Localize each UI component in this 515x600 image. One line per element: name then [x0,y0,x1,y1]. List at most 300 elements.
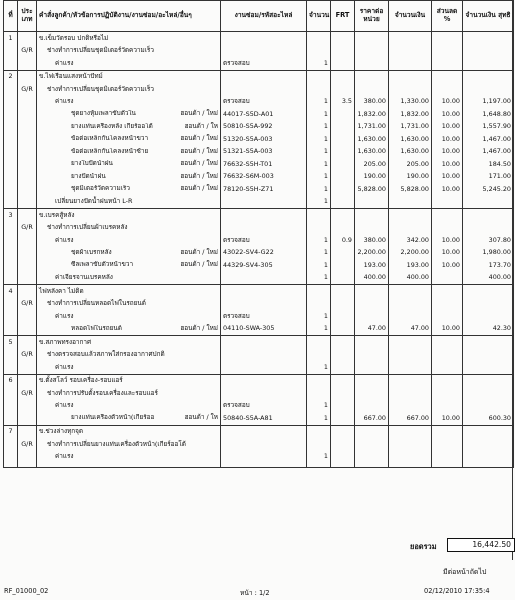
row-description [37,121,221,134]
frt [331,298,355,311]
unit-price [355,310,389,323]
part-name: ข้อต่อเหล็กกันโคลงหน้าขวา [71,135,149,142]
quantity: 1 [307,361,331,374]
part-name: ยางปัดน้ำฝน [71,172,106,180]
frt [331,133,355,146]
part-code: ตรวจสอบ [221,400,307,413]
row-type [18,133,37,146]
row-type [18,259,37,272]
section-header-row [4,70,514,83]
amount [389,438,432,451]
table-row [4,196,514,209]
empty-cell [463,374,514,387]
continued-note: มีต่อหน้าถัดไป [443,568,487,576]
quantity [307,438,331,451]
unit-price: 1,832.00 [355,108,389,121]
empty-cell [307,285,331,298]
part-code [221,387,307,400]
part-code: 51321-S5A-003 [221,146,307,159]
empty-cell [389,70,432,83]
row-type [18,158,37,171]
row-description: ช่างตรวจสอบแล้วสภาพใส่กรองอากาศปกติ [37,349,221,362]
empty-cell [355,32,389,45]
row-number [4,272,18,285]
row-type: G/R [18,438,37,451]
total-label: ยอดรวม [410,542,437,551]
row-type [18,336,37,349]
empty-cell [389,285,432,298]
part-code: 50810-S5A-992 [221,121,307,134]
section-header-row [4,209,514,222]
amount: 193.00 [389,259,432,272]
quantity: 1 [307,323,331,336]
frt [331,438,355,451]
amount [389,57,432,70]
part-code: 44017-S5D-A01 [221,108,307,121]
unit-price: 400.00 [355,272,389,285]
row-description [37,183,221,196]
quantity: 1 [307,400,331,413]
discount [432,298,463,311]
description-with-brand [71,249,218,257]
row-type [18,234,37,247]
discount [432,438,463,451]
frt [331,323,355,336]
discount: 10.00 [432,183,463,196]
part-brand: ฮอนด้า / ใหม่ [180,134,218,143]
row-description: ช่างทำการเปลี่ยนผ้าเบรคหลัง [37,222,221,235]
quantity [307,298,331,311]
row-type [18,247,37,260]
part-code [221,451,307,464]
discount [432,349,463,362]
row-type: G/R [18,298,37,311]
unit-price: 1,630.00 [355,146,389,159]
empty-cell [432,336,463,349]
quantity [307,45,331,58]
empty-cell [355,70,389,83]
row-description [37,171,221,184]
unit-price [355,451,389,464]
frt [331,222,355,235]
empty-cell [355,336,389,349]
part-code: 76632-S5H-T01 [221,158,307,171]
empty-cell [389,425,432,438]
right-border-line [512,0,513,560]
part-code: ตรวจสอบ [221,57,307,70]
part-brand: ฮอนด้า / ใหม่ [180,184,218,193]
empty-cell [432,70,463,83]
row-type [18,425,37,438]
empty-cell [331,70,355,83]
row-description [37,146,221,159]
table-row [4,272,514,285]
part-code: 43022-SV4-G22 [221,247,307,260]
unit-price: 47.00 [355,323,389,336]
row-number [4,361,18,374]
empty-cell [221,32,307,45]
amount [389,196,432,209]
part-code: ตรวจสอบ [221,310,307,323]
part-code: 76632-S6M-003 [221,171,307,184]
row-description [37,323,221,336]
row-number [4,310,18,323]
table-row [4,349,514,362]
table-header-row [4,1,514,32]
discount [432,310,463,323]
empty-cell [307,70,331,83]
net-amount [463,438,514,451]
header-description: คำสั่งลูกค้า/หัวข้อการปฏิบัติงาน/งานซ่อม/อะไหล่/อื่นๆ [37,1,221,32]
part-brand: ฮอนด้า / ใหม่ [180,171,218,180]
unit-price: 1,731.00 [355,121,389,134]
unit-price [355,298,389,311]
unit-price: 205.00 [355,158,389,171]
frt [331,171,355,184]
part-code [221,361,307,374]
row-description: ค่าแรง [37,234,221,247]
amount [389,400,432,413]
quantity: 1 [307,133,331,146]
quantity: 1 [307,234,331,247]
quantity: 1 [307,451,331,464]
section-number: 4 [4,285,18,298]
empty-cell [331,209,355,222]
part-code [221,438,307,451]
part-name: ชุดผ้าเบรกหลัง [71,248,112,256]
net-amount: 1,557.90 [463,121,514,134]
empty-cell [307,209,331,222]
net-amount: 173.70 [463,259,514,272]
empty-cell [389,463,432,468]
row-description: เปลี่ยนยางปัดน้ำฝนหน้า L-R [37,196,221,209]
description-with-brand [71,261,218,269]
unit-price: 190.00 [355,171,389,184]
table-row [4,183,514,196]
description-with-brand [71,325,218,333]
header-no: ที่ [4,1,18,32]
part-brand: ฮอนด้า / ให [184,413,218,422]
empty-cell [463,336,514,349]
unit-price [355,196,389,209]
row-description: ค่าแรง [37,400,221,413]
row-type [18,121,37,134]
net-amount [463,361,514,374]
quantity: 1 [307,171,331,184]
part-code [221,45,307,58]
empty-cell [389,374,432,387]
row-type: G/R [18,387,37,400]
header-type: ประ เภท [18,1,37,32]
part-brand: ฮอนด้า / ใหม่ [180,260,218,269]
page-number: หน้า : 1/2 [240,589,270,597]
net-amount [463,387,514,400]
row-type: G/R [18,222,37,235]
quantity: 1 [307,96,331,109]
part-name: ยางแท่นเครื่องหลัง เกียร์ออโต้ [71,122,153,130]
table-end-row [4,463,514,468]
quantity [307,349,331,362]
row-number [4,400,18,413]
table-row [4,361,514,374]
amount: 1,630.00 [389,133,432,146]
empty-cell [221,374,307,387]
total-value: 16,442.50 [447,538,515,552]
net-amount: 1,467.00 [463,133,514,146]
table-row [4,451,514,464]
discount: 10.00 [432,121,463,134]
row-number [4,45,18,58]
discount [432,387,463,400]
row-type [18,57,37,70]
net-amount [463,400,514,413]
row-description: ค่าแรง [37,361,221,374]
row-type [18,272,37,285]
row-description [37,259,221,272]
amount: 667.00 [389,412,432,425]
amount: 47.00 [389,323,432,336]
table-row [4,259,514,272]
discount: 10.00 [432,133,463,146]
description-with-brand [71,173,218,181]
row-description: ค่าแรง [37,451,221,464]
header-frt: FRT [331,1,355,32]
amount: 1,832.00 [389,108,432,121]
row-number [4,259,18,272]
empty-cell [331,425,355,438]
empty-cell [389,209,432,222]
frt: 0.9 [331,234,355,247]
empty-cell [221,463,307,468]
empty-cell [331,374,355,387]
part-brand: ฮอนด้า / ใหม่ [180,146,218,155]
net-amount [463,45,514,58]
empty-cell [463,32,514,45]
row-description: ค่าแรง [37,57,221,70]
table-row [4,438,514,451]
empty-cell [307,374,331,387]
frt [331,400,355,413]
discount: 10.00 [432,108,463,121]
row-description: ช่างทำการเปลี่ยนชุดมิเตอร์วัดความเร็ว [37,83,221,96]
row-type [18,196,37,209]
repair-order-sheet [3,0,513,468]
empty-cell [432,285,463,298]
empty-cell [463,463,514,468]
row-type: G/R [18,83,37,96]
section-title: ข.สภาพทรงอากาศ [37,336,221,349]
row-number [4,171,18,184]
discount: 10.00 [432,146,463,159]
quantity: 1 [307,412,331,425]
discount [432,451,463,464]
amount [389,45,432,58]
quantity: 1 [307,272,331,285]
unit-price [355,438,389,451]
amount: 2,200.00 [389,247,432,260]
part-name: ซีลเพลาขับตัวหน้าขวา [71,261,134,268]
net-amount [463,349,514,362]
section-title: ข.เข็มวัดรอบ ปกติหรือไม่ [37,32,221,45]
quantity: 1 [307,108,331,121]
section-title: ข.ตั้งสโลว์ รอบเครื่อง-รอบแอร์ [37,374,221,387]
discount [432,57,463,70]
empty-cell [331,463,355,468]
row-type [18,183,37,196]
net-amount [463,57,514,70]
section-number: 2 [4,70,18,83]
amount: 1,330.00 [389,96,432,109]
discount [432,196,463,209]
unit-price: 2,200.00 [355,247,389,260]
discount [432,83,463,96]
section-title: ข.เบรคสู้หลัง [37,209,221,222]
net-amount: 1,467.00 [463,146,514,159]
net-amount: 600.30 [463,412,514,425]
row-description: ค่าแรง [37,310,221,323]
table-row [4,412,514,425]
amount [389,349,432,362]
row-description: ค่าแรง [37,96,221,109]
part-brand: ฮอนด้า / ใหม่ [180,109,218,118]
discount: 10.00 [432,412,463,425]
unit-price [355,45,389,58]
section-title: ข.ช่วงล่างทุกจุด [37,425,221,438]
table-row [4,234,514,247]
row-type [18,451,37,464]
table-row [4,400,514,413]
unit-price: 1,630.00 [355,133,389,146]
empty-cell [389,336,432,349]
quantity: 1 [307,196,331,209]
header-unit-price: ราคาต่อ หน่วย [355,1,389,32]
empty-cell [432,209,463,222]
table-row [4,108,514,121]
part-name: ยางใบปัดน้ำฝน [71,160,113,167]
discount: 10.00 [432,234,463,247]
empty-cell [307,32,331,45]
header-discount: ส่วนลด % [432,1,463,32]
net-amount: 184.50 [463,158,514,171]
table-row [4,247,514,260]
unit-price [355,349,389,362]
net-amount [463,222,514,235]
frt [331,158,355,171]
part-name: ชุดยางหุ้มเพลาขับตัวใน [71,110,136,117]
amount: 5,828.00 [389,183,432,196]
section-header-row [4,285,514,298]
empty-cell [221,425,307,438]
empty-cell [221,336,307,349]
description-with-brand [71,148,218,156]
quantity: 1 [307,310,331,323]
discount [432,400,463,413]
frt [331,196,355,209]
unit-price [355,361,389,374]
unit-price: 667.00 [355,412,389,425]
header-amount: จำนวนเงิน [389,1,432,32]
section-header-row [4,336,514,349]
table-row [4,121,514,134]
quantity: 1 [307,259,331,272]
empty-cell [463,285,514,298]
amount: 400.00 [389,272,432,285]
table-row [4,158,514,171]
row-type [18,400,37,413]
empty-cell [463,425,514,438]
part-code [221,83,307,96]
description-with-brand [71,135,218,143]
unit-price [355,222,389,235]
row-number [4,133,18,146]
empty-cell [432,32,463,45]
frt [331,310,355,323]
description-with-brand [71,185,218,193]
row-number [4,349,18,362]
discount: 10.00 [432,259,463,272]
unit-price: 380.00 [355,96,389,109]
description-with-brand [71,160,218,168]
table-row [4,96,514,109]
part-code [221,272,307,285]
unit-price [355,400,389,413]
amount [389,298,432,311]
net-amount: 42.30 [463,323,514,336]
section-number: 7 [4,425,18,438]
part-code: 44329-SV4-305 [221,259,307,272]
row-type [18,285,37,298]
amount [389,361,432,374]
row-number [4,183,18,196]
section-title: ไฟหลังคา ไม่ติด [37,285,221,298]
row-number [4,121,18,134]
empty-cell [355,463,389,468]
header-quantity: จำนวน [307,1,331,32]
empty-cell [432,374,463,387]
amount: 1,630.00 [389,146,432,159]
unit-price [355,83,389,96]
net-amount [463,196,514,209]
amount [389,451,432,464]
description-with-brand [71,123,218,131]
empty-cell [307,336,331,349]
row-type [18,32,37,45]
row-number [4,108,18,121]
description-with-brand [71,110,218,118]
empty-cell [221,70,307,83]
row-description [37,247,221,260]
section-number: 1 [4,32,18,45]
net-amount: 5,245.20 [463,183,514,196]
table-row [4,310,514,323]
row-type [18,374,37,387]
part-code: ตรวจสอบ [221,96,307,109]
row-type [18,361,37,374]
row-description: ช่างทำการเปลี่ยนหลอดไฟในรถยนต์ [37,298,221,311]
empty-cell [307,425,331,438]
section-header-row [4,425,514,438]
empty-cell [4,463,18,468]
frt [331,361,355,374]
net-amount [463,451,514,464]
row-number [4,146,18,159]
table-row [4,387,514,400]
quantity: 1 [307,158,331,171]
quantity: 1 [307,247,331,260]
header-net-amount: จำนวนเงิน สุทธิ [463,1,514,32]
empty-cell [221,209,307,222]
part-name: ยางแท่นเครื่องตัวหน้า(เกียร์ออ [71,414,155,421]
